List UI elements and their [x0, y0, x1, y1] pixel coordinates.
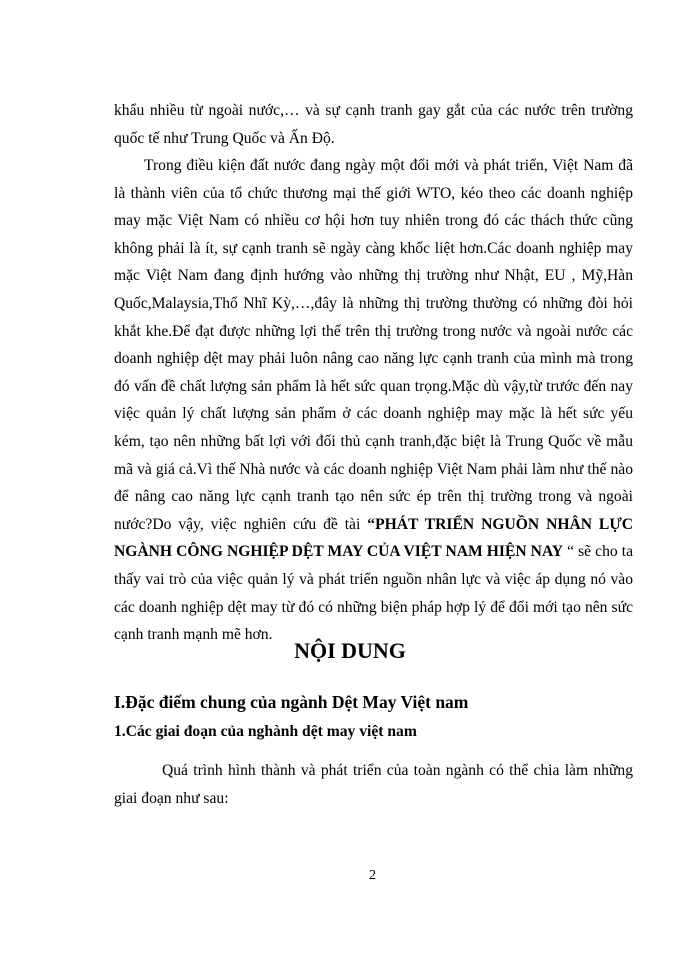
paragraph-context-text: Trong điều kiện đất nước đang ngày một đổi mới và phát triển, Việt Nam đã là thành viên của tổ chức thương mại thế giới WTO, kéo theo các doanh nghiệp may mặc Việt Nam có nhiều cơ hội hơn tuy nhiên trong đó các thách thức cũng không phải là ít, sự cạnh tranh sẽ ngày càng khốc liệt hơn.Các doanh nghiệp may mặc Việt Nam đang định hướng vào những thị trường như Nhật, EU , Mỹ,Hàn Quốc,Malaysia,Thổ Nhĩ Kỳ,…,đây là những thị trường thường có những đòi hỏi khắt khe.Để đạt được những lợi thế trên thị trường trong nước và ngoài nước các doanh nghiệp dệt may phải luôn nâng cao năng lực cạnh tranh của mình mà trong đó vấn đề chất lượng sản phẩm là hết sức quan trọng.Mặc dù vậy,từ trước đến nay việc quản lý chất lượng sản phẩm ở các doanh nghiệp may mặc là hết sức yếu kém, tạo nên những bất lợi với đối thủ cạnh tranh,đặc biệt là Trung Quốc về mẫu mã và giá cả.Vì thế Nhà nước và các doanh nghiệp Việt Nam phải làm như thế nào để nâng cao năng lực cạnh tranh tạo nên sức ép trên thị trường trong và ngoài nước?Do vậy, việc nghiên cứu đề tài: [114, 157, 633, 533]
page-number: 2: [369, 868, 376, 883]
paragraph-stages-intro: Quá trình hình thành và phát triển của toàn ngành có thể chia làm những giai đoạn như sau:: [114, 762, 633, 807]
paragraph-intro-continuation: khẩu nhiều từ ngoài nước,… và sự cạnh tranh gay gắt của các nước trên trường quốc tế như Trung Quốc và Ấn Độ.: [114, 102, 633, 147]
thesis-title-bold: “PHÁT TRIỂN NGUỒN NHÂN LỰC NGÀNH CÔNG NGHIỆP DỆT MAY CỦA VIỆT NAM HIỆN NAY: [114, 515, 633, 561]
paragraph-context-text-end: “ sẽ cho ta thấy vai trò của việc quản lý và phát triển nguồn nhân lực và việc áp dụng nó vào các doanh nghiệp dệt may từ đó có những biện pháp hợp lý để đổi mới tạo nên sức cạnh tranh mạnh mẽ hơn.: [114, 543, 633, 644]
heading-noi-dung: NỘI DUNG: [294, 638, 406, 663]
paragraph-context: [114, 152, 633, 649]
subsection-heading: 1.Các giai đoạn của nghành dệt may việt nam: [114, 723, 417, 740]
section-heading: I.Đặc điểm chung của ngành Dệt May Việt nam: [114, 692, 469, 712]
